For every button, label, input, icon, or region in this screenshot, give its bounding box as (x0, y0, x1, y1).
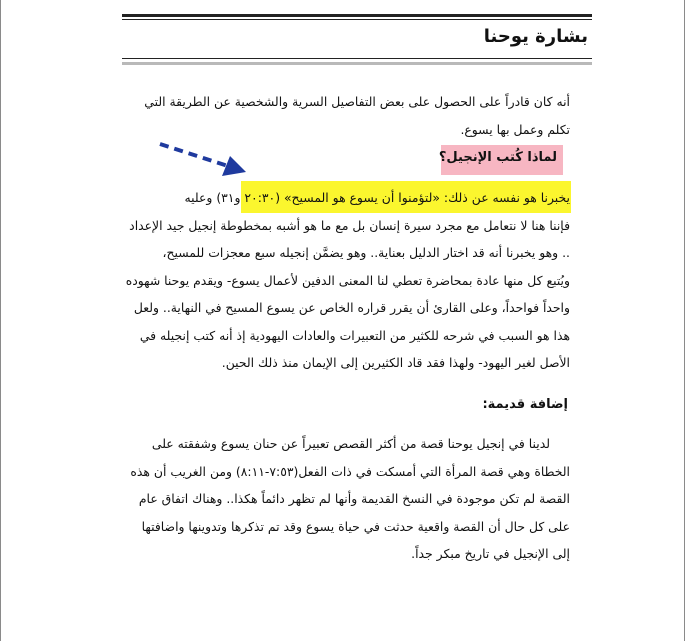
header-rule-thin (122, 19, 592, 20)
page-title: بشارة يوحنا (483, 26, 588, 47)
text-line: فإننا هنا لا نتعامل مع مجرد سيرة إنسان بل مع ما هو أشبه بمخطوطة إنجيل جيد الإعداد (129, 217, 570, 233)
window-border-left (0, 0, 1, 641)
title-underline (122, 58, 592, 59)
section-heading-addition: إضافة قديمة: (482, 397, 568, 412)
addition-paragraph (115, 430, 570, 568)
text-line: أنه كان قادراً على الحصول على بعض التفاصيل السرية والشخصية عن الطريقة التي (144, 94, 570, 109)
text-line: القصة لم تكن موجودة في النسخ القديمة وأنها لم تظهر دائماً هكذا.. وهناك اتفاق عام (138, 491, 570, 506)
why-paragraph (115, 184, 570, 377)
text-line: هذا هو السبب في شرحه للكثير من التعبيرات والعادات اليهودية إذ أنه كتب إنجيله في (139, 327, 570, 343)
intro-paragraph (115, 88, 570, 143)
text-line: ويُتبع كل منها عادة بمحاضرة تعطي لنا المعنى الدفين لأعمال يسوع- ويقدم يوحنا شهوده (125, 272, 570, 288)
document-page (98, 0, 590, 641)
text-line: الخطاة وهي قصة المرأة التي أمسكت في ذات الفعل(٧:٥٣-٨:١١) ومن الغريب أن هذه (130, 463, 570, 479)
text-line: يخبرنا هو نفسه عن ذلك: «لتؤمنوا أن يسوع هو المسيح» (٢٠:٣٠ و٣١) وعليه (184, 190, 570, 205)
text-line: إلى الإنجيل في تاريخ مبكر جداً. (411, 546, 570, 561)
section-heading-why: لماذا كُتب الإنجيل؟ (438, 150, 557, 165)
text-line: واحداً فواحداً، وعلى القارئ أن يقرر قراره الخاص عن يسوع المسيح في النهاية.. ولعل (133, 300, 570, 315)
text-line: الأصل لغير اليهود- ولهذا فقد قاد الكثيرين إلى الإيمان منذ ذلك الحين. (221, 355, 570, 370)
text-line: تكلم وعمل بها يسوع. (460, 121, 570, 137)
title-underline-shadow (122, 62, 592, 65)
text-line: لدينا في إنجيل يوحنا قصة من أكثر القصص تعبيراً عن حنان يسوع وشفقته على (151, 436, 550, 451)
text-line: .. وهو يخبرنا أنه قد اختار الدليل بعناية.. وهو يضمَّن إنجيله سبع معجزات للمسيح، (162, 245, 570, 260)
header-rule-thick (122, 14, 592, 17)
dashed-arrow-icon (156, 138, 248, 180)
window-border-right (684, 0, 685, 641)
text-line: على كل حال أن القصة واقعية حدثت في حياة يسوع وقد تم تذكرها وتدوينها واضافتها (141, 518, 570, 534)
